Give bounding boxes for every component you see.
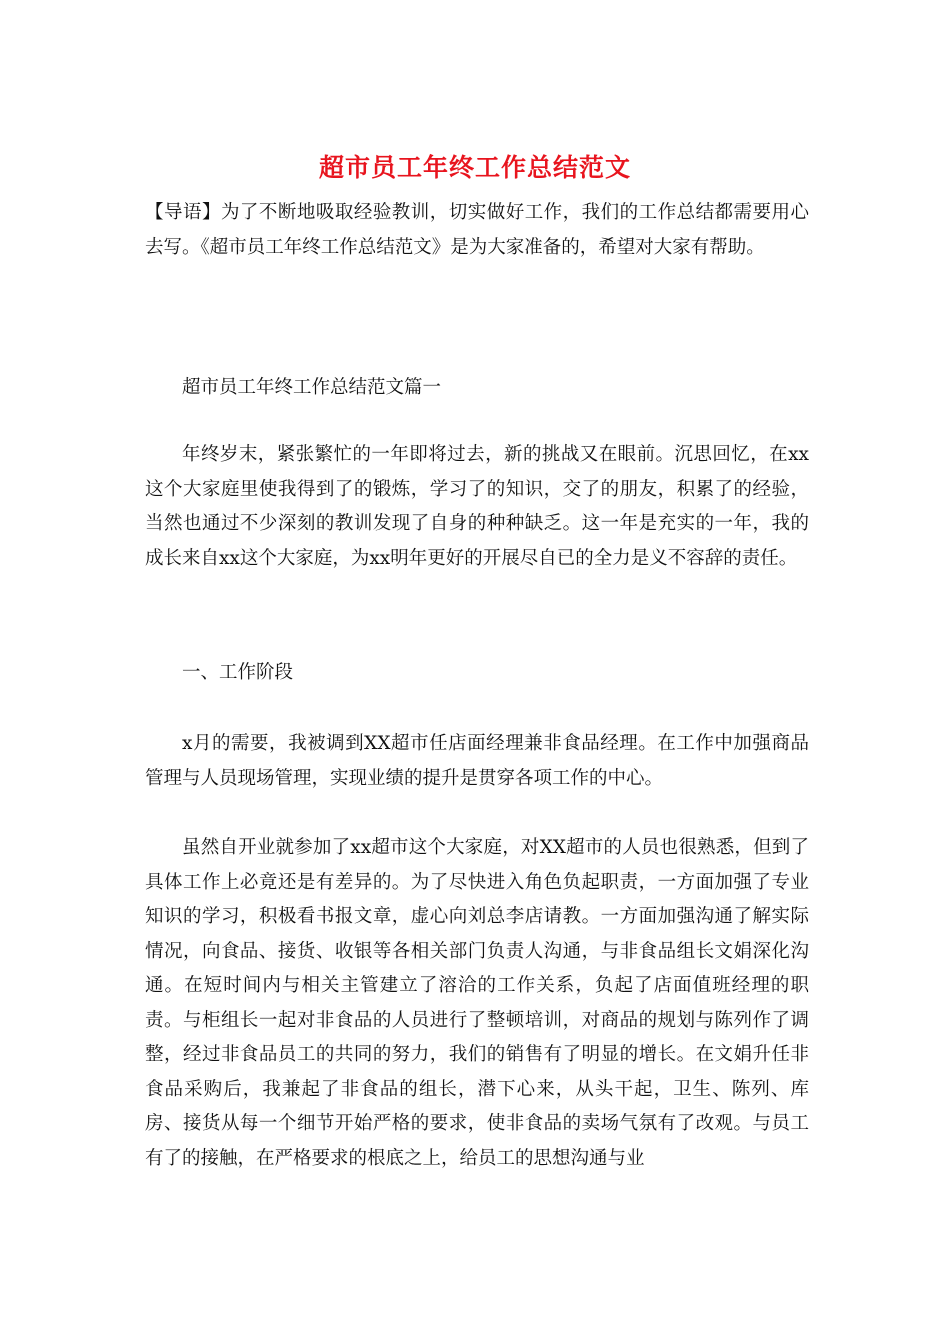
section-title: 超市员工年终工作总结范文篇一	[182, 377, 442, 398]
document-title: 超市员工年终工作总结范文	[318, 153, 631, 182]
body-paragraph-2: x月的需要，我被调到XX超市任店面经理兼非食品经理。在工作中加强商品管理与人员现场管理，实现业绩的提升是贯穿各项工作的中心。	[145, 733, 809, 789]
body-paragraph-3: 虽然自开业就参加了xx超市这个大家庭，对XX超市的人员也很熟悉，但到了具体工作上必竟还是有差异的。为了尽快进入角色负起职责，一方面加强了专业知识的学习，积极看书报文章，虚心向刘总李店请教。一方面加强沟通了解实际情况，向食品、接货、收银等各相关部门负责人沟通，与非食品组长文娟深化沟通。在短时间内与相关主管建立了溶洽的工作关系，负起了店面值班经理的职责。与柜组长一起对非食品的人员进行了整顿培训，对商品的规划与陈列作了调整，经过非食品员工的共同的努力，我们的销售有了明显的增长。在文娟升任非食品采购后，我兼起了非食品的组长，潜下心来，从头干起，卫生、陈列、库房、接货从每一个细节开始严格的要求，使非食品的卖场气氛有了改观。与员工有了的接触，在严格要求的根底之上，给员工的思想沟通与业	[145, 837, 809, 1169]
section-heading-work-stage: 一、工作阶段	[182, 662, 294, 683]
intro-paragraph: 【导语】为了不断地吸取经验教训，切实做好工作，我们的工作总结都需要用心去写。《超市员工年终工作总结范文》是为大家准备的，希望对大家有帮助。	[145, 202, 809, 258]
body-paragraph-1: 年终岁末，紧张繁忙的一年即将过去，新的挑战又在眼前。沉思回忆，在xx这个大家庭里使我得到了的锻炼，学习了的知识，交了的朋友，积累了的经验，当然也通过不少深刻的教训发现了自身的种种缺乏。这一年是充实的一年，我的成长来自xx这个大家庭，为xx明年更好的开展尽自已的全力是义不容辞的责任。	[145, 444, 809, 569]
